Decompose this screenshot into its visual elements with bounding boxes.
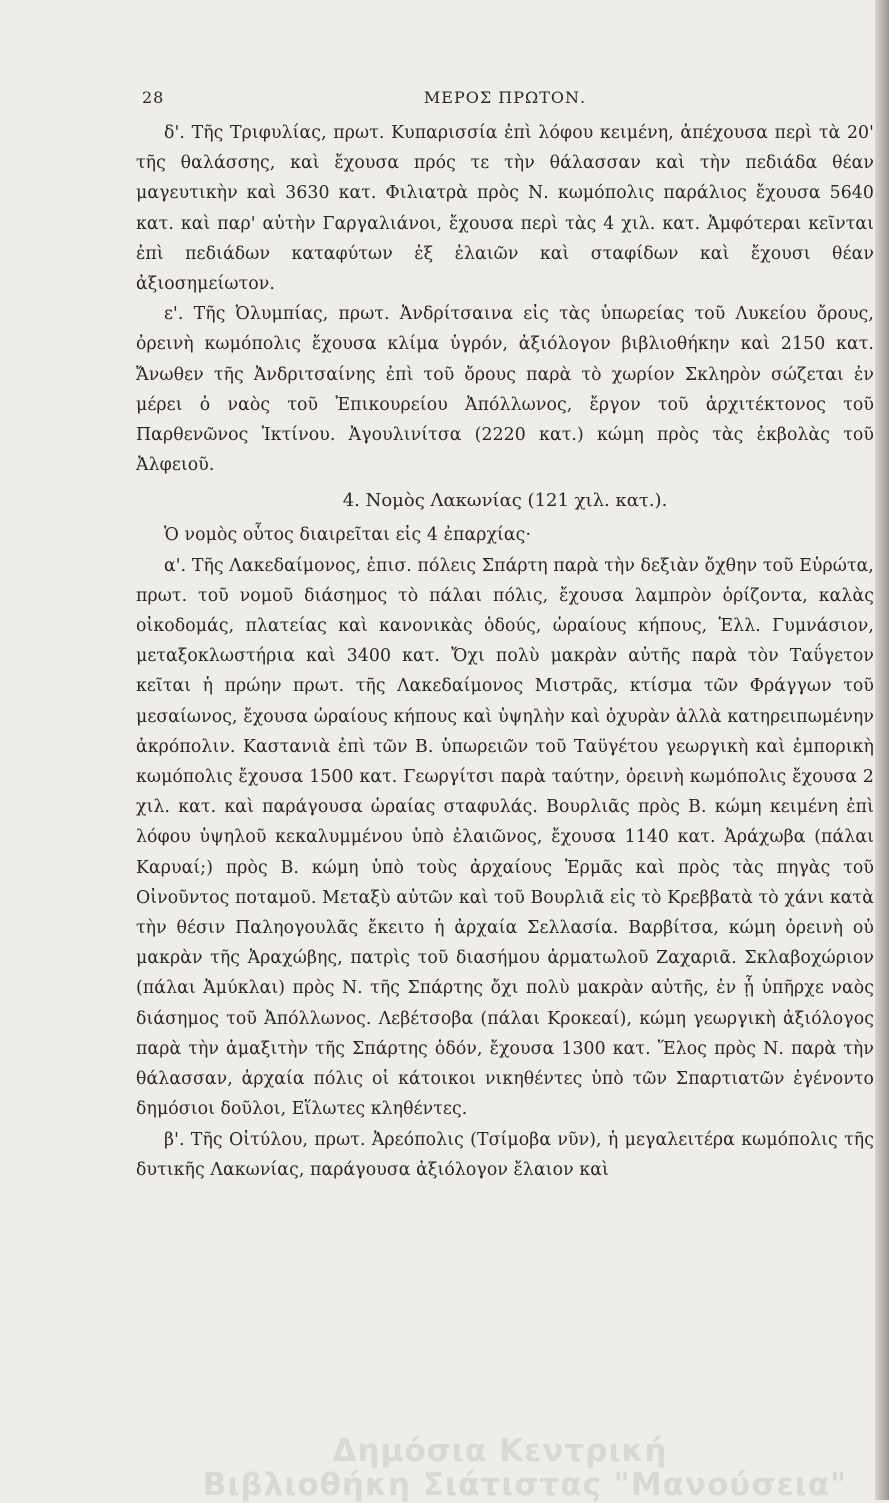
page-number: 28 xyxy=(142,88,165,107)
paragraph-lakedaimon: α'. Τῆς Λακεδαίμονος, ἐπισ. πόλεις Σπάρτη παρὰ τὴν δεξιὰν ὄχθην τοῦ Εὐρώτα, πρωτ. τοῦ νομοῦ διάσημος τὸ πάλαι πόλις, ἔχουσα λαμπρὸν ὁρίζοντα, καλὰς οἰκοδομάς, πλατείας καὶ κανονικὰς ὁδούς, ὡραίους κήπους, Ἑλλ. Γυμνάσιον, μεταξοκλωστήρια καὶ 3400 κατ. Ὄχι πολὺ μακρὰν αὐτῆς παρὰ τὸν Ταΰγετον κεῖται ἡ πρώην πρωτ. τῆς Λακεδαίμονος Μιστρᾶς, κτίσμα τῶν Φράγγων τοῦ μεσαίωνος, ἔχουσα ὡραίους κήπους καὶ ὑψηλὴν καὶ ὀχυρὰν ἀλλὰ κατηρειπωμένην ἀκρόπολιν. Καστανιὰ ἐπὶ τῶν Β. ὑπωρειῶν τοῦ Ταϋγέτου γεωργικὴ καὶ ἐμπορικὴ κωμόπολις ἔχουσα 1500 κατ. Γεωργίτσι παρὰ ταύτην, ὀρεινὴ κωμόπολις ἔχουσα 2 χιλ. κατ. καὶ παράγουσα ὡραίας σταφυλάς. Βουρλιᾶς πρὸς Β. κώμη κειμένη ἐπὶ λόφου ὑψηλοῦ κεκαλυμμένου ὑπὸ ἐλαιῶνος, ἔχουσα 1140 κατ. Ἀράχωβα (πάλαι Καρυαί;) πρὸς Β. κώμη ὑπὸ τοὺς ἀρχαίους Ἑρμᾶς καὶ πρὸς τὰς πηγὰς τοῦ Οἰνοῦντος ποταμοῦ. Μεταξὺ αὐτῶν καὶ τοῦ Βουρλιᾶ εἰς τὸ Κρεββατὰ τὸ χάνι κατὰ τὴν θέσιν Παληογουλᾶς ἔκειτο ἡ ἀρχαία Σελλασία. Βαρβίτσα, κώμη ὀρεινὴ οὐ μακρὰν τῆς Ἀραχώβης, πατρὶς τοῦ διασήμου ἁρματωλοῦ Ζαχαριᾶ. Σκλαβοχώριον (πάλαι Ἀμύκλαι) πρὸς Ν. τῆς Σπάρτης ὄχι πολὺ μακρὰν αὐτῆς, ἐν ᾗ ὑπῆρχε ναὸς διάσημος τοῦ Ἀπόλλωνος. Λεβέτσοβα (πάλαι Κροκεαί), κώμη γεωργικὴ ἀξιόλογος παρὰ τὴν ἁμαξιτὴν τῆς Σπάρτης ὁδόν, ἔχουσα 1300 κατ. Ἕλος πρὸς Ν. παρὰ τὴν θάλασσαν, ἀρχαία πόλις οἱ κάτοικοι νικηθέντες ὑπὸ τῶν Σπαρτιατῶν ἐγένοντο δημόσιοι δοῦλοι, Εἵλωτες κληθέντες. xyxy=(136,555,874,1120)
paragraph-triphylia: δ'. Τῆς Τριφυλίας, πρωτ. Κυπαρισσία ἐπὶ λόφου κειμένη, ἀπέχουσα περὶ τὰ 20' τῆς θαλάσσης, καὶ ἔχουσα πρός τε τὴν θάλασσαν καὶ τὴν πεδιάδα θέαν μαγευτικὴν καὶ 3630 κατ. Φιλιατρὰ πρὸς Ν. κωμόπολις παράλιος ἔχουσα 5640 κατ. καὶ παρ' αὐτὴν Γαργαλιάνοι, ἔχουσα περὶ τὰς 4 χιλ. κατ. Ἀμφότεραι κεῖνται ἐπὶ πεδιάδων καταφύτων ἐξ ἐλαιῶν καὶ σταφίδων καὶ ἔχουσι θέαν ἀξιοσημείωτον. xyxy=(136,123,874,295)
running-title: ΜΕΡΟΣ ΠΡΩΤΟΝ. xyxy=(423,88,587,107)
paragraph-olympia: ε'. Τῆς Ὀλυμπίας, πρωτ. Ἀνδρίτσαινα εἰς τὰς ὑπωρείας τοῦ Λυκείου ὄρους, ὀρεινὴ κωμόπολις ἔχουσα κλίμα ὑγρόν, ἀξιόλογον βιβλιοθήκην καὶ 2150 κατ. Ἄνωθεν τῆς Ἀνδριτσαίνης ἐπὶ τοῦ ὄρους παρὰ τὸ χωρίον Σκληρὸν σώζεται ἐν μέρει ὁ ναὸς τοῦ Ἐπικουρείου Ἀπόλλωνος, ἔργον τοῦ ἀρχιτέκτονος τοῦ Παρθενῶνος Ἰκτίνου. Ἀγουλινίτσα (2220 κατ.) κώμη πρὸς τὰς ἐκβολὰς τοῦ Ἀλφειοῦ. xyxy=(136,304,874,476)
page-header xyxy=(136,88,874,118)
body-text xyxy=(136,118,874,1185)
paragraph-intro: Ὁ νομὸς οὗτος διαιρεῖται εἰς 4 ἐπαρχίας· xyxy=(164,525,532,546)
paragraph-oitylos: β'. Τῆς Οἰτύλου, πρωτ. Ἀρεόπολις (Τσίμοβα νῦν), ἡ μεγαλειτέρα κωμόπολις τῆς δυτικῆς Λακωνίας, παράγουσα ἀξιόλογον ἔλαιον καὶ xyxy=(136,1129,874,1180)
book-spine-edge xyxy=(875,0,889,1500)
section-heading: 4. Νομὸς Λακωνίας (121 χιλ. κατ.). xyxy=(342,490,668,512)
library-watermark-line2: Βιβλιοθήκη Σιάτιστας "Μανούσεια" xyxy=(202,1467,848,1503)
book-page xyxy=(136,88,874,1185)
library-watermark-line1: Δημόσια Κεντρική xyxy=(332,1433,668,1469)
